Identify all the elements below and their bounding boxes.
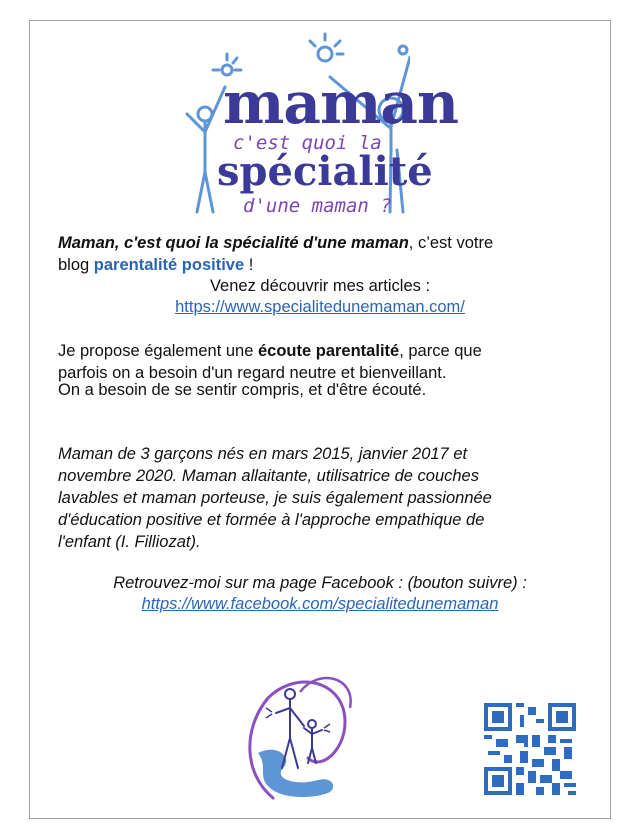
logo-word-cest-quoi: c'est quoi la	[233, 132, 382, 154]
bio-line: novembre 2020. Maman allaitante, utilisatrice de couches	[58, 467, 479, 485]
blog-title: Maman, c'est quoi la spécialité d'une maman	[58, 234, 409, 252]
site-url-link[interactable]: https://www.specialitedunemaman.com/	[175, 298, 465, 316]
facebook-label: Retrouvez-moi sur ma page Facebook : (bouton suivre) :	[113, 574, 527, 592]
qr-code-icon	[484, 703, 576, 795]
ecoute-line-3: On a besoin de se sentir compris, et d'être écouté.	[58, 381, 427, 399]
bio-line: lavables et maman porteuse, je suis également passionnée	[58, 489, 492, 507]
intro-blog-suffix: !	[244, 256, 254, 274]
ecoute-prefix: Je propose également une	[58, 342, 258, 360]
logo-word-dune-maman: d'une maman ?	[243, 195, 392, 217]
bottom-logo-icon	[238, 668, 368, 803]
ecoute-parentalite-bold: écoute parentalité	[257, 342, 400, 360]
intro-blog-prefix: blog	[58, 256, 94, 274]
bio-line: l'enfant (I. Filliozat).	[58, 533, 201, 551]
header-logo	[175, 32, 459, 217]
facebook-url-line	[29, 593, 611, 615]
discover-articles-text: Venez découvrir mes articles :	[209, 277, 431, 295]
intro-after-title: , c’est votre	[408, 234, 494, 252]
site-url-line	[29, 296, 611, 318]
bio-line: Maman de 3 garçons nés en mars 2015, janvier 2017 et	[58, 445, 468, 463]
bio-line: d'éducation positive et formée à l'approche empathique de	[58, 511, 485, 529]
intro-line-2	[58, 254, 253, 276]
logo-word-specialite: spécialité	[217, 148, 433, 195]
ecoute-suffix: , parce que	[399, 342, 482, 360]
facebook-url-link[interactable]: https://www.facebook.com/specialitedunemaman	[141, 595, 499, 613]
logo-word-maman: maman	[223, 69, 459, 137]
ecoute-line-1	[58, 340, 482, 362]
ecoute-line-2: parfois on a besoin d'un regard neutre et bienveillant.	[58, 364, 447, 382]
parentalite-positive-highlight: parentalité positive	[93, 256, 245, 274]
intro-line-1	[58, 232, 493, 254]
